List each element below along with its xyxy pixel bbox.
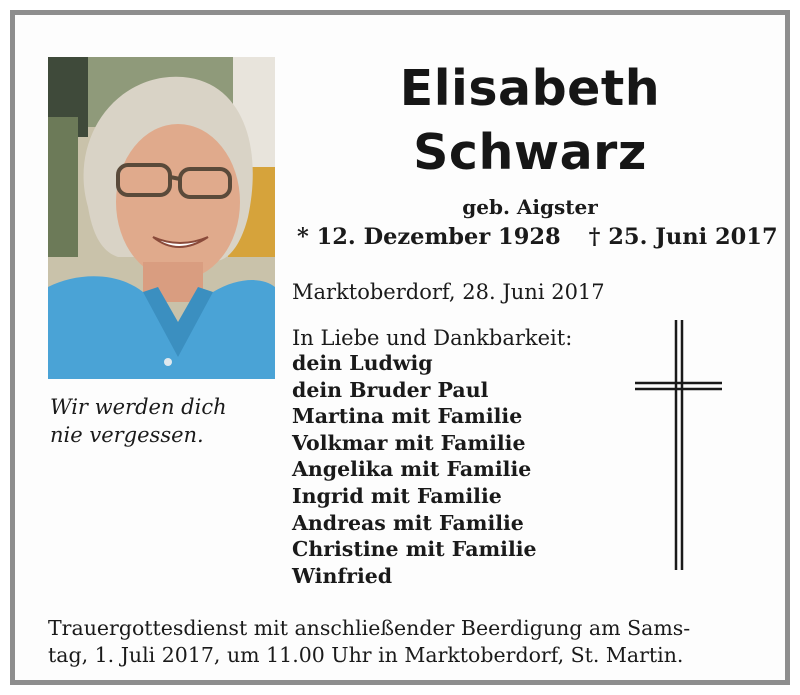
death-date: † 25. Juni 2017	[588, 224, 778, 250]
caption-line-2: nie vergessen.	[50, 423, 204, 447]
mourner: dein Ludwig	[292, 351, 433, 375]
first-name: Elisabeth	[399, 60, 661, 117]
birth-date: * 12. Dezember 1928	[297, 224, 561, 250]
mourner: Ingrid mit Familie	[292, 483, 502, 508]
mourner: dein Bruder Paul	[292, 377, 489, 402]
service-line-2: tag, 1. Juli 2017, um 11.00 Uhr in Marktoberdorf, St. Martin.	[48, 643, 684, 667]
last-name: Schwarz	[413, 124, 647, 181]
funeral-service-notice	[48, 615, 768, 669]
portrait-photo	[48, 57, 275, 379]
service-line-1: Trauergottesdienst mit anschließender Beerdigung am Sams-	[48, 616, 691, 640]
mourner: Winfried	[292, 563, 393, 588]
life-dates	[297, 222, 778, 252]
caption-line-1: Wir werden dich	[50, 395, 227, 419]
mourners-list	[292, 350, 537, 589]
signoff: In Liebe und Dankbarkeit:	[292, 326, 573, 350]
photo-caption	[50, 393, 280, 449]
mourner: Angelika mit Familie	[292, 457, 532, 482]
birth-name: geb. Aigster	[462, 195, 598, 219]
place-and-date: Marktoberdorf, 28. Juni 2017	[292, 280, 605, 304]
mourner: Volkmar mit Familie	[292, 430, 526, 455]
mourner: Christine mit Familie	[292, 537, 537, 562]
mourner: Andreas mit Familie	[292, 510, 524, 535]
cross-icon	[635, 320, 725, 580]
mourner: Martina mit Familie	[292, 404, 523, 429]
obituary-frame	[10, 10, 790, 685]
